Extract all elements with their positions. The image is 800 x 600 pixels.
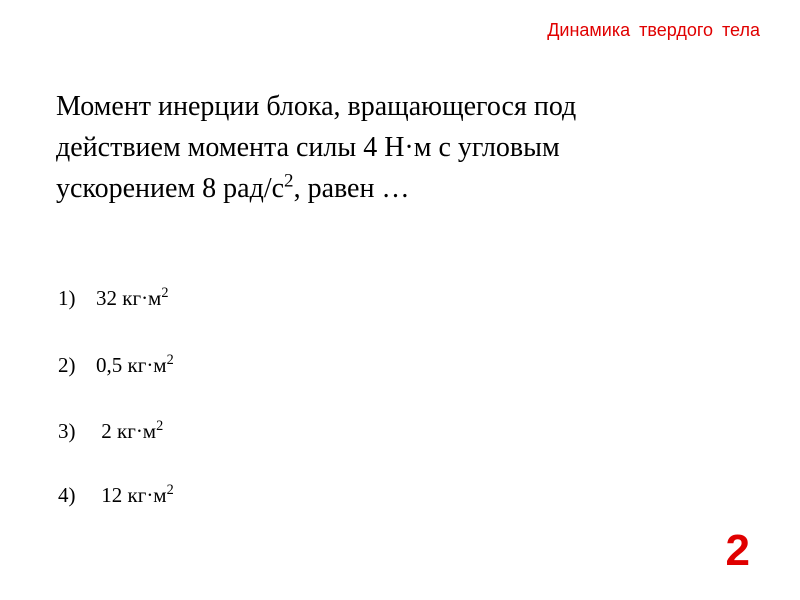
question-line-2: действием момента силы 4 Н·м с угловым (56, 132, 560, 163)
option-number: 4) (58, 483, 76, 507)
option-exponent: 2 (166, 352, 174, 369)
option-number: 2) (58, 353, 76, 377)
option-2[interactable] (58, 353, 174, 378)
topic-title: Динамика твердого тела (547, 20, 760, 40)
option-4[interactable] (58, 483, 174, 508)
question-line-1: Момент инерции блока, вращающегося под (56, 91, 577, 122)
option-3[interactable] (58, 419, 163, 444)
question-text (56, 86, 756, 209)
option-text: 0,5 кг·м (96, 353, 167, 377)
question-line-3 (56, 168, 756, 209)
correct-answer-number: 2 (725, 526, 750, 575)
option-text: 32 кг·м (96, 286, 162, 310)
option-exponent: 2 (161, 285, 169, 302)
question-line-3-tail: , равен … (293, 173, 410, 204)
option-number: 3) (58, 419, 76, 443)
question-exponent: 2 (284, 170, 294, 192)
option-exponent: 2 (156, 418, 164, 435)
option-text: 2 кг·м (96, 419, 157, 443)
option-1[interactable] (58, 286, 169, 311)
option-number: 1) (58, 286, 76, 310)
option-exponent: 2 (166, 482, 174, 499)
question-line-3-text: ускорением 8 рад/с (56, 173, 285, 204)
option-text: 12 кг·м (96, 483, 167, 507)
